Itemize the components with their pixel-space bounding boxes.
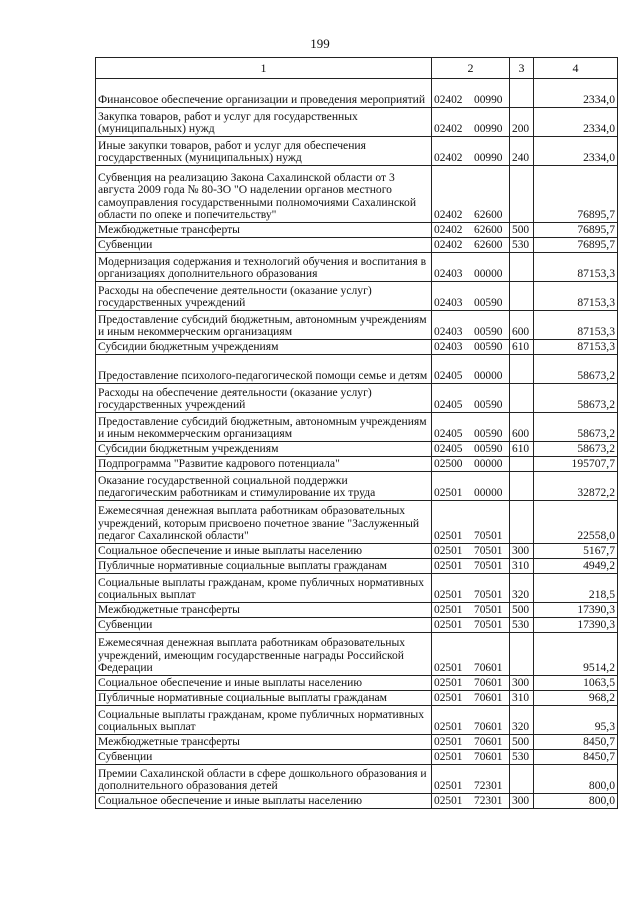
row-code-direction: 62600	[474, 239, 503, 252]
table-row	[96, 691, 618, 706]
row-code-direction: 00990	[474, 152, 503, 165]
row-code-direction: 62600	[474, 224, 503, 237]
table-row	[96, 603, 618, 618]
row-amount: 87153,3	[534, 340, 618, 355]
table-row	[96, 559, 618, 574]
row-code-direction: 70601	[474, 692, 503, 705]
row-code-direction: 70601	[474, 736, 503, 749]
row-target-code	[432, 79, 510, 108]
row-amount: 8450,7	[534, 750, 618, 765]
row-code-program: 02501	[434, 751, 463, 764]
row-amount: 87153,3	[534, 253, 618, 282]
row-name: Иные закупки товаров, работ и услуг для обеспечения государственных (муниципальных) нужд	[96, 137, 432, 166]
row-amount: 5167,7	[534, 544, 618, 559]
table-row	[96, 253, 618, 282]
row-amount: 87153,3	[534, 282, 618, 311]
row-amount: 22558,0	[534, 501, 618, 544]
row-target-code	[432, 633, 510, 676]
row-code-direction: 00590	[474, 399, 503, 412]
row-code-program: 02501	[434, 589, 463, 602]
row-name: Межбюджетные трансферты	[96, 223, 432, 238]
row-expense-type	[510, 472, 534, 501]
table-row	[96, 794, 618, 809]
row-target-code	[432, 706, 510, 735]
row-amount: 17390,3	[534, 603, 618, 618]
row-code-direction: 70501	[474, 530, 503, 543]
row-code-direction: 70501	[474, 589, 503, 602]
table-row	[96, 79, 618, 108]
row-code-direction: 00000	[474, 487, 503, 500]
row-amount: 32872,2	[534, 472, 618, 501]
row-name: Межбюджетные трансферты	[96, 603, 432, 618]
row-expense-type	[510, 253, 534, 282]
row-expense-type: 610	[510, 340, 534, 355]
row-code-direction: 00590	[474, 297, 503, 310]
row-code-program: 02501	[434, 487, 463, 500]
row-name: Предоставление психолого-педагогической помощи семье и детям	[96, 355, 432, 384]
table-row	[96, 544, 618, 559]
row-code-program: 02501	[434, 692, 463, 705]
row-amount: 2334,0	[534, 137, 618, 166]
row-code-direction: 70601	[474, 721, 503, 734]
row-expense-type: 530	[510, 238, 534, 253]
row-amount: 76895,7	[534, 238, 618, 253]
row-name: Премии Сахалинской области в сфере дошкольного образования и дополнительного образования детей	[96, 765, 432, 794]
row-expense-type: 310	[510, 559, 534, 574]
row-expense-type: 600	[510, 413, 534, 442]
row-code-program: 02402	[434, 94, 463, 107]
row-code-program: 02405	[434, 399, 463, 412]
row-target-code	[432, 618, 510, 633]
row-target-code	[432, 282, 510, 311]
row-code-program: 02405	[434, 428, 463, 441]
row-code-direction: 00590	[474, 326, 503, 339]
row-expense-type: 300	[510, 544, 534, 559]
row-amount: 2334,0	[534, 108, 618, 137]
row-amount: 58673,2	[534, 442, 618, 457]
budget-table	[95, 57, 618, 809]
row-target-code	[432, 311, 510, 340]
row-target-code	[432, 137, 510, 166]
row-name: Предоставление субсидий бюджетным, автономным учреждениям и иным некоммерческим организациям	[96, 413, 432, 442]
row-expense-type: 530	[510, 750, 534, 765]
row-name: Субвенция на реализацию Закона Сахалинской области от 3 августа 2009 года № 80-ЗО "О наделении органов местного самоуправления государственными полномочиями Сахалинской области по опеке и попечительству"	[96, 166, 432, 223]
row-code-program: 02501	[434, 736, 463, 749]
row-name: Субвенции	[96, 750, 432, 765]
row-code-program: 02403	[434, 326, 463, 339]
column-header-3: 3	[510, 58, 534, 79]
row-target-code	[432, 413, 510, 442]
row-amount: 58673,2	[534, 355, 618, 384]
table-row	[96, 355, 618, 384]
row-expense-type	[510, 765, 534, 794]
table-row	[96, 618, 618, 633]
table-row	[96, 311, 618, 340]
row-code-direction: 70601	[474, 662, 503, 675]
table-row	[96, 442, 618, 457]
row-name: Межбюджетные трансферты	[96, 735, 432, 750]
page-number: 199	[310, 36, 330, 51]
row-amount: 1063,5	[534, 676, 618, 691]
row-code-program: 02501	[434, 795, 463, 808]
table-row	[96, 457, 618, 472]
row-amount: 195707,7	[534, 457, 618, 472]
row-code-direction: 00000	[474, 268, 503, 281]
row-name: Социальные выплаты гражданам, кроме публичных нормативных социальных выплат	[96, 706, 432, 735]
table-header-row	[96, 58, 618, 79]
row-target-code	[432, 108, 510, 137]
row-name: Социальное обеспечение и иные выплаты населению	[96, 676, 432, 691]
row-name: Социальные выплаты гражданам, кроме публичных нормативных социальных выплат	[96, 574, 432, 603]
table-row	[96, 282, 618, 311]
row-amount: 2334,0	[534, 79, 618, 108]
row-code-program: 02501	[434, 619, 463, 632]
row-target-code	[432, 472, 510, 501]
row-expense-type: 300	[510, 676, 534, 691]
row-expense-type: 530	[510, 618, 534, 633]
row-code-direction: 00990	[474, 123, 503, 136]
row-name: Публичные нормативные социальные выплаты гражданам	[96, 559, 432, 574]
row-target-code	[432, 750, 510, 765]
row-amount: 58673,2	[534, 413, 618, 442]
row-name: Субсидии бюджетным учреждениям	[96, 340, 432, 355]
row-code-program: 02402	[434, 209, 463, 222]
row-target-code	[432, 765, 510, 794]
row-name: Социальное обеспечение и иные выплаты населению	[96, 544, 432, 559]
table-row	[96, 137, 618, 166]
row-target-code	[432, 253, 510, 282]
row-amount: 4949,2	[534, 559, 618, 574]
row-expense-type	[510, 355, 534, 384]
row-expense-type: 310	[510, 691, 534, 706]
row-expense-type	[510, 166, 534, 223]
table-row	[96, 706, 618, 735]
column-header-4: 4	[534, 58, 618, 79]
row-target-code	[432, 340, 510, 355]
table-row	[96, 384, 618, 413]
row-target-code	[432, 501, 510, 544]
row-code-program: 02501	[434, 780, 463, 793]
row-code-program: 02501	[434, 560, 463, 573]
row-code-program: 02402	[434, 152, 463, 165]
row-expense-type: 240	[510, 137, 534, 166]
row-name: Публичные нормативные социальные выплаты гражданам	[96, 691, 432, 706]
row-amount: 17390,3	[534, 618, 618, 633]
row-expense-type	[510, 457, 534, 472]
row-name: Ежемесячная денежная выплата работникам образовательных учреждений, которым присвоено почетное звание "Заслуженный педагог Сахалинской области"	[96, 501, 432, 544]
row-code-direction: 72301	[474, 795, 503, 808]
column-header-1: 1	[96, 58, 432, 79]
row-target-code	[432, 442, 510, 457]
row-target-code	[432, 166, 510, 223]
row-code-program: 02501	[434, 530, 463, 543]
row-code-program: 02402	[434, 123, 463, 136]
row-name: Модернизация содержания и технологий обучения и воспитания в организациях дополнительного образования	[96, 253, 432, 282]
table-row	[96, 633, 618, 676]
row-code-program: 02405	[434, 370, 463, 383]
row-code-direction: 00590	[474, 443, 503, 456]
row-target-code	[432, 559, 510, 574]
row-name: Субвенции	[96, 618, 432, 633]
row-code-program: 02403	[434, 341, 463, 354]
table-row	[96, 501, 618, 544]
row-code-program: 02501	[434, 662, 463, 675]
row-expense-type: 610	[510, 442, 534, 457]
row-code-program: 02501	[434, 721, 463, 734]
row-expense-type: 500	[510, 223, 534, 238]
row-name: Субсидии бюджетным учреждениям	[96, 442, 432, 457]
table-row	[96, 238, 618, 253]
row-amount: 800,0	[534, 765, 618, 794]
row-code-program: 02403	[434, 268, 463, 281]
row-name: Закупка товаров, работ и услуг для государственных (муниципальных) нужд	[96, 108, 432, 137]
row-expense-type: 600	[510, 311, 534, 340]
row-target-code	[432, 544, 510, 559]
row-target-code	[432, 735, 510, 750]
row-expense-type: 200	[510, 108, 534, 137]
row-target-code	[432, 223, 510, 238]
row-code-direction: 70501	[474, 545, 503, 558]
row-code-direction: 00590	[474, 428, 503, 441]
row-expense-type: 320	[510, 706, 534, 735]
row-name: Субвенции	[96, 238, 432, 253]
table-row	[96, 413, 618, 442]
table-row	[96, 750, 618, 765]
row-code-direction: 62600	[474, 209, 503, 222]
row-code-program: 02402	[434, 224, 463, 237]
row-code-direction: 70601	[474, 677, 503, 690]
table-row	[96, 574, 618, 603]
row-name: Расходы на обеспечение деятельности (оказание услуг) государственных учреждений	[96, 282, 432, 311]
row-target-code	[432, 238, 510, 253]
row-target-code	[432, 794, 510, 809]
table-row	[96, 223, 618, 238]
table-row	[96, 735, 618, 750]
row-code-program: 02403	[434, 297, 463, 310]
row-amount: 8450,7	[534, 735, 618, 750]
row-name: Оказание государственной социальной поддержки педагогическим работникам и стимулирование их труда	[96, 472, 432, 501]
row-code-direction: 00000	[474, 458, 503, 471]
row-code-program: 02501	[434, 545, 463, 558]
row-expense-type	[510, 79, 534, 108]
row-code-direction: 70601	[474, 751, 503, 764]
row-amount: 58673,2	[534, 384, 618, 413]
row-expense-type: 320	[510, 574, 534, 603]
table-row	[96, 108, 618, 137]
row-name: Предоставление субсидий бюджетным, автономным учреждениям и иным некоммерческим организациям	[96, 311, 432, 340]
row-code-direction: 72301	[474, 780, 503, 793]
row-amount: 95,3	[534, 706, 618, 735]
row-name: Социальное обеспечение и иные выплаты населению	[96, 794, 432, 809]
row-amount: 76895,7	[534, 223, 618, 238]
row-expense-type	[510, 633, 534, 676]
row-target-code	[432, 574, 510, 603]
row-amount: 800,0	[534, 794, 618, 809]
row-target-code	[432, 355, 510, 384]
column-header-2: 2	[432, 58, 510, 79]
row-name: Финансовое обеспечение организации и проведения мероприятий	[96, 79, 432, 108]
row-code-direction: 00990	[474, 94, 503, 107]
row-expense-type	[510, 282, 534, 311]
row-code-program: 02500	[434, 458, 463, 471]
row-code-program: 02501	[434, 677, 463, 690]
row-amount: 9514,2	[534, 633, 618, 676]
table-row	[96, 166, 618, 223]
row-target-code	[432, 384, 510, 413]
row-amount: 218,5	[534, 574, 618, 603]
row-target-code	[432, 603, 510, 618]
row-amount: 87153,3	[534, 311, 618, 340]
row-amount: 968,2	[534, 691, 618, 706]
table-row	[96, 676, 618, 691]
row-expense-type: 500	[510, 603, 534, 618]
row-code-direction: 70501	[474, 560, 503, 573]
row-target-code	[432, 676, 510, 691]
row-expense-type	[510, 501, 534, 544]
row-target-code	[432, 691, 510, 706]
row-amount: 76895,7	[534, 166, 618, 223]
table-row	[96, 340, 618, 355]
row-code-program: 02405	[434, 443, 463, 456]
row-name: Расходы на обеспечение деятельности (оказание услуг) государственных учреждений	[96, 384, 432, 413]
row-code-program: 02402	[434, 239, 463, 252]
row-expense-type: 300	[510, 794, 534, 809]
row-name: Ежемесячная денежная выплата работникам образовательных учреждений, имеющим государственные награды Российской Федерации	[96, 633, 432, 676]
row-name: Подпрограмма "Развитие кадрового потенциала"	[96, 457, 432, 472]
row-code-direction: 00590	[474, 341, 503, 354]
row-code-program: 02501	[434, 604, 463, 617]
row-code-direction: 70501	[474, 619, 503, 632]
row-expense-type: 500	[510, 735, 534, 750]
row-expense-type	[510, 384, 534, 413]
table-row	[96, 765, 618, 794]
row-code-direction: 70501	[474, 604, 503, 617]
row-target-code	[432, 457, 510, 472]
table-row	[96, 472, 618, 501]
row-code-direction: 00000	[474, 370, 503, 383]
